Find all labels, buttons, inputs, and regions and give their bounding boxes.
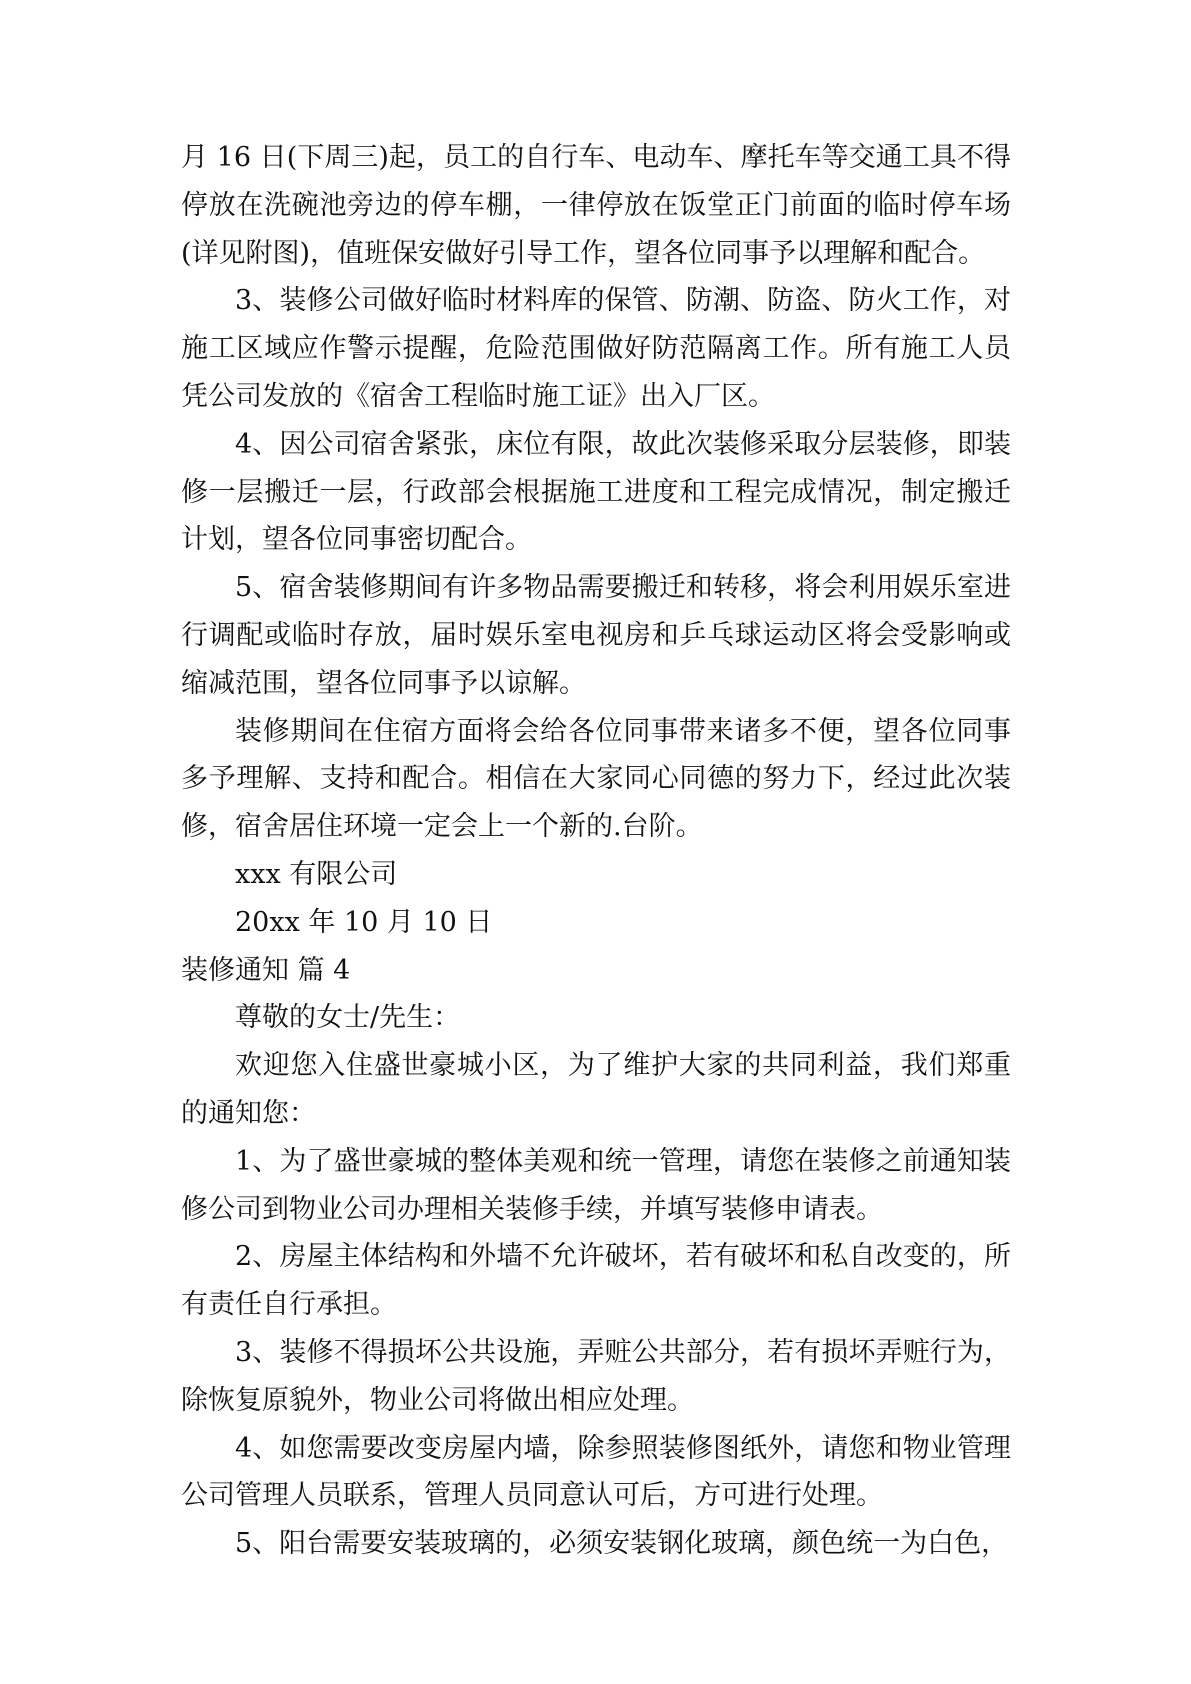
notice-item-3: 3、装修不得损坏公共设施，弄赃公共部分，若有损坏弄赃行为，除恢复原貌外，物业公司将做出相应处理。	[181, 1336, 1011, 1416]
notice-item-2: 2、房屋主体结构和外墙不允许破坏，若有破坏和私自改变的，所有责任自行承担。	[181, 1241, 1011, 1321]
section-heading: 装修通知 篇 4	[181, 954, 351, 986]
signature-company: xxx 有限公司	[235, 858, 398, 890]
signature-date: 20xx 年 10 月 10 日	[235, 906, 493, 938]
paragraph-item-3: 3、装修公司做好临时材料库的保管、防潮、防盗、防火工作，对施工区域应作警示提醒，危险范围做好防范隔离工作。所有施工人员凭公司发放的《宿舍工程临时施工证》出入厂区。	[181, 285, 1011, 412]
paragraph-intro: 欢迎您入住盛世豪城小区，为了维护大家的共同利益，我们郑重的通知您：	[181, 1050, 1011, 1129]
paragraph-item-4: 4、因公司宿舍紧张，床位有限，故此次装修采取分层装修，即装修一层搬迁一层，行政部会根据施工进度和工程完成情况，制定搬迁计划，望各位同事密切配合。	[181, 428, 1011, 556]
notice-item-4: 4、如您需要改变房屋内墙，除参照装修图纸外，请您和物业管理公司管理人员联系，管理人员同意认可后，方可进行处理。	[181, 1432, 1011, 1512]
notice-item-5: 5、阳台需要安装玻璃的，必须安装钢化玻璃，颜色统一为白色，	[235, 1528, 1009, 1560]
paragraph-continuation: 月 16 日(下周三)起，员工的自行车、电动车、摩托车等交通工具不得停放在洗碗池旁边的停车棚，一律停放在饭堂正门前面的临时停车场(详见附图)，值班保安做好引导工作，望各位同事予以理解和配合。	[181, 142, 1011, 269]
paragraph-item-5: 5、宿舍装修期间有许多物品需要搬迁和转移，将会利用娱乐室进行调配或临时存放，届时娱乐室电视房和乒乓球运动区将会受影响或缩减范围，望各位同事予以谅解。	[181, 572, 1011, 699]
greeting: 尊敬的女士/先生：	[235, 1002, 461, 1034]
notice-item-1: 1、为了盛世豪城的整体美观和统一管理，请您在装修之前通知装修公司到物业公司办理相关装修手续，并填写装修申请表。	[181, 1145, 1011, 1225]
paragraph-closing: 装修期间在住宿方面将会给各位同事带来诸多不便，望各位同事多予理解、支持和配合。相信在大家同心同德的努力下，经过此次装修，宿舍居住环境一定会上一个新的.台阶。	[181, 715, 1011, 843]
document-body	[181, 134, 1011, 1568]
